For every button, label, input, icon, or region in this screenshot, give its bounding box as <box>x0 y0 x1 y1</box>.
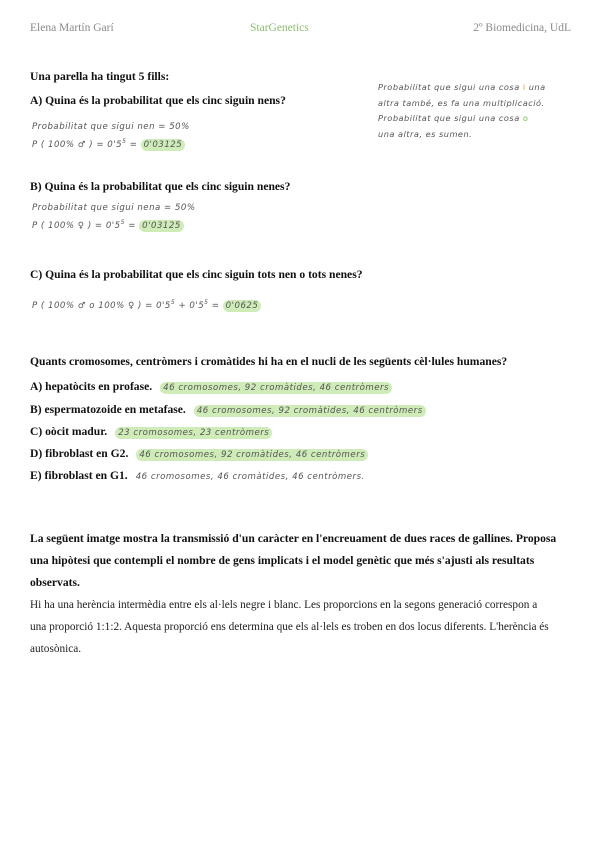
app-title: StarGenetics <box>250 22 309 34</box>
q1a-question: A) Quina és la probabilitat que els cinc siguin nens? <box>30 94 286 107</box>
q1c-question: C) Quina és la probabilitat que els cinc siguin tots nen o tots nenes? <box>30 268 363 281</box>
q1b-line2 <box>32 219 184 231</box>
course-label: 2º Biomedicina, UdL <box>473 22 571 34</box>
q2-item-b <box>30 400 426 418</box>
q1a-equals: = <box>129 139 138 150</box>
q2-item-c <box>30 422 272 440</box>
q1a-formula: P ( 100% ♂ ) = 0'5 <box>32 139 123 150</box>
q2-item-answer: 23 cromosomes, 23 centròmers <box>115 427 272 439</box>
q2-item-answer: 46 cromosomes, 92 cromàtides, 46 centròmers <box>160 382 392 394</box>
q1b-question: B) Quina és la probabilitat que els cinc siguin nenes? <box>30 180 291 193</box>
q1b-exponent: 5 <box>120 219 125 226</box>
q2-item-answer: 46 cromosomes, 92 cromàtides, 46 centròmers <box>194 405 426 417</box>
q2-question: Quants cromosomes, centròmers i cromàtides hi ha en el nucli de les següents cèl·lules humanes? <box>30 355 508 368</box>
q1c-exponent-1: 5 <box>170 299 176 306</box>
q2-item-d <box>30 444 368 462</box>
q2-item-e <box>30 466 365 484</box>
side-note-or: o <box>522 113 529 123</box>
q2-item-label: E) fibroblast en G1. <box>30 469 128 482</box>
q1c-result: 0'0625 <box>223 300 262 312</box>
q2-item-answer: 46 cromosomes, 92 cromàtides, 46 centròmers <box>136 449 368 461</box>
q2-item-answer: 46 cromosomes, 46 cromàtides, 46 centròmers. <box>135 472 365 482</box>
q1c-formula: P ( 100% ♂ o 100% ♀ ) = 0'5 <box>32 300 171 311</box>
side-note-and: i <box>522 82 526 92</box>
q1-intro: Una parella ha tingut 5 fills: <box>30 70 170 83</box>
q1b-equals: = <box>128 220 136 231</box>
q1a-result: 0'03125 <box>141 139 186 151</box>
q1a-line1: Probabilitat que sigui nen = 50% <box>32 122 190 132</box>
author-name: Elena Martín Garí <box>30 22 114 34</box>
side-note-line2: altra també, es fa una multiplicació. <box>378 97 545 108</box>
side-note-line1-end: una <box>528 82 546 92</box>
q2-item-label: D) fibroblast en G2. <box>30 447 129 460</box>
q1a-exponent: 5 <box>122 138 127 145</box>
q1b-result: 0'03125 <box>139 220 184 232</box>
q3-question: La següent imatge mostra la transmissió d'un caràcter en l'encreuament de dues races de gallines. Proposa una hipòtesi que contempli el nombre de gens implicats i el model genètic que més s'ajusti als resultats observats. <box>30 532 557 589</box>
side-note-line3: Probabilitat que sigui una cosa <box>378 113 520 123</box>
q2-item-label: C) oòcit madur. <box>30 425 108 438</box>
side-note-line4: una altra, es sumen. <box>378 128 473 139</box>
q1c-plus: + 0'5 <box>178 300 205 311</box>
q2-item-label: A) hepatòcits en profase. <box>30 380 153 393</box>
side-note-line1: Probabilitat que sigui una cosa <box>378 82 520 92</box>
q3-answer: Hi ha una herència intermèdia entre els al·lels negre i blanc. Les proporcions en la segons generació correspon a una proporció 1:1:2. Aquesta proporció ens determina que els al·lels es troben en dos locus diferents. L'herència és autosònica. <box>30 599 549 655</box>
q1c-line <box>32 299 261 311</box>
q2-item-a <box>30 377 392 395</box>
q1a-line2 <box>32 138 185 150</box>
q1b-line1: Probabilitat que sigui nena = 50% <box>32 203 196 213</box>
q1c-exponent-2: 5 <box>204 299 209 306</box>
q1c-equals: = <box>211 300 220 311</box>
q1b-formula: P ( 100% ♀ ) = 0'5 <box>32 220 121 231</box>
q2-item-label: B) espermatozoide en metafase. <box>30 403 186 416</box>
side-note <box>378 80 546 142</box>
